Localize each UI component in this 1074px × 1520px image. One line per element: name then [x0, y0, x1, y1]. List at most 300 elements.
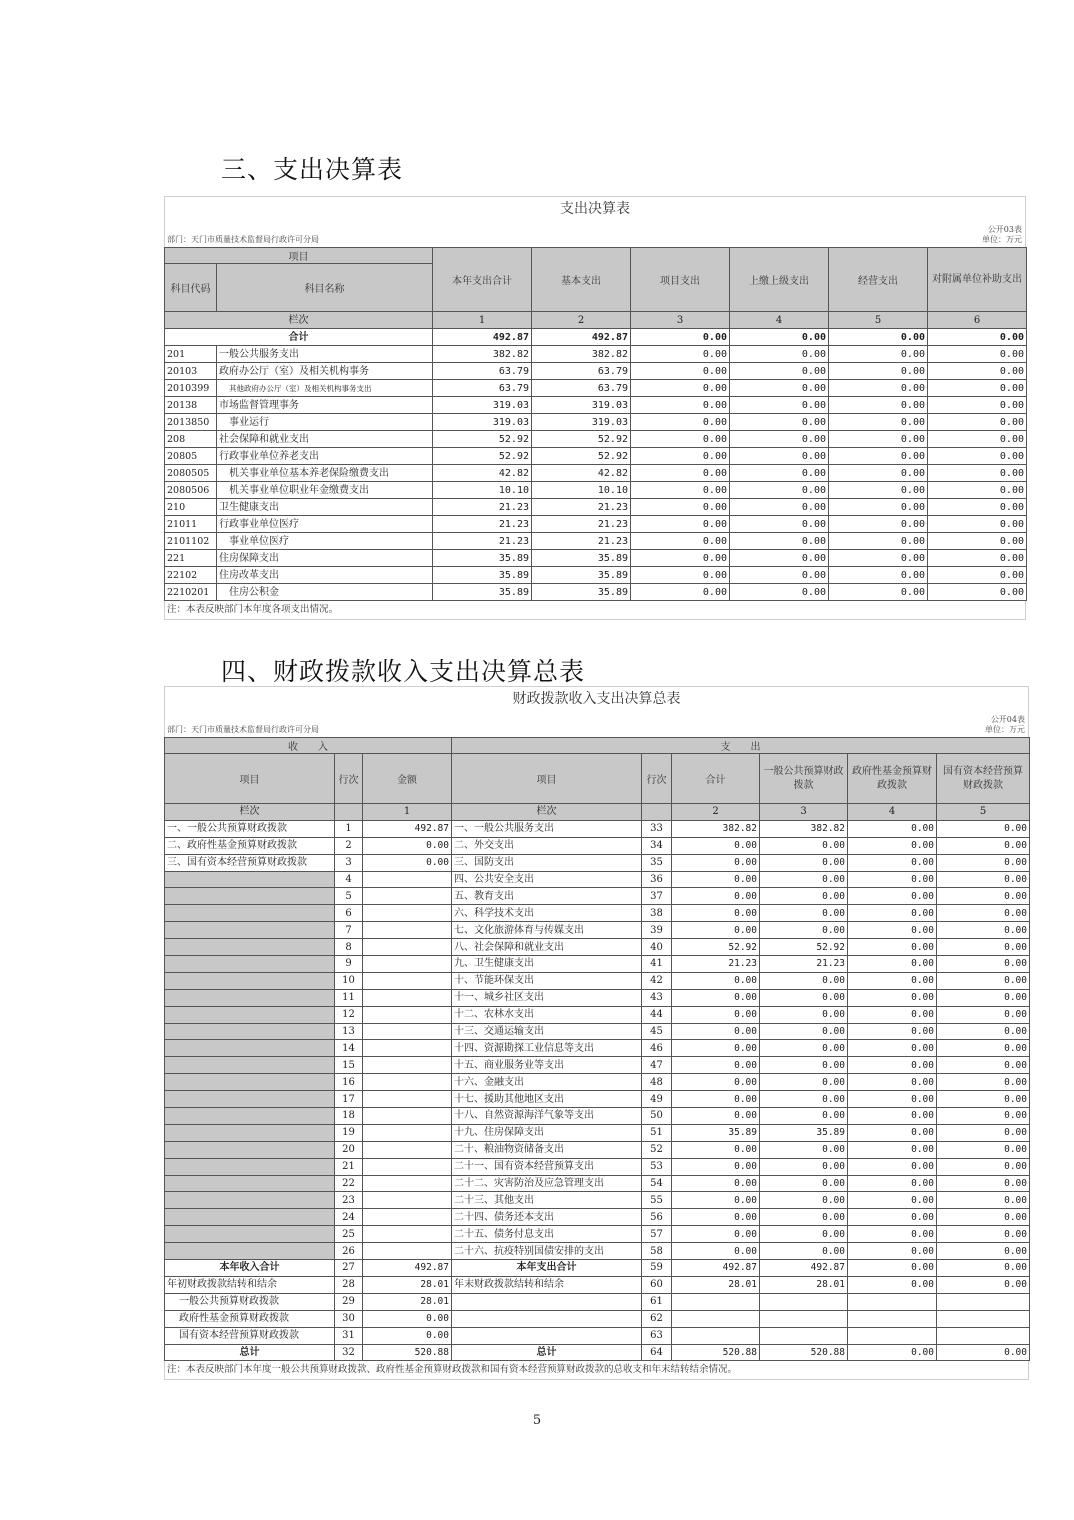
expense-row-number: 40 [642, 939, 672, 956]
value-cell: 0.00 [829, 465, 928, 482]
expense-row-number: 36 [642, 871, 672, 888]
expense-value [848, 1327, 937, 1344]
expense-item: 三、国防支出 [452, 854, 642, 871]
table-row [165, 414, 1027, 431]
income-amount [363, 1040, 452, 1057]
table-row [165, 1108, 1030, 1125]
expense-value: 0.00 [937, 888, 1030, 905]
expense-value: 0.00 [672, 922, 760, 939]
expense-value: 0.00 [760, 1006, 848, 1023]
expense-item: 十五、商业服务业等支出 [452, 1057, 642, 1074]
value-cell: 0.00 [730, 482, 829, 499]
value-cell: 21.23 [532, 499, 631, 516]
expense-item: 二十五、债务付息支出 [452, 1226, 642, 1243]
col-number: 4 [730, 312, 829, 329]
expense-item: 十四、资源勘探工业信息等支出 [452, 1040, 642, 1057]
income-item [165, 1006, 335, 1023]
income-item [165, 888, 335, 905]
subject-name: 社会保障和就业支出 [217, 431, 433, 448]
table-row [165, 567, 1027, 584]
expense-value: 52.92 [672, 939, 760, 956]
page-number: 5 [532, 1413, 542, 1428]
value-cell: 0.00 [829, 584, 928, 601]
income-amount [363, 1158, 452, 1175]
expense-row-number: 57 [642, 1226, 672, 1243]
value-cell: 35.89 [532, 567, 631, 584]
expense-value: 0.00 [848, 1108, 937, 1125]
expense-value: 0.00 [937, 1074, 1030, 1091]
expense-value: 0.00 [937, 1276, 1030, 1293]
header-col5: 经营支出 [829, 248, 928, 312]
expense-value: 0.00 [848, 1158, 937, 1175]
expense-row-number: 51 [642, 1124, 672, 1141]
header-subject-code: 科目代码 [165, 264, 217, 312]
expense-value: 0.00 [760, 837, 848, 854]
value-cell: 0.00 [631, 346, 730, 363]
expense-value [760, 1293, 848, 1310]
expense-value: 0.00 [672, 1074, 760, 1091]
table-row [165, 397, 1027, 414]
expenditure-grid [164, 247, 1027, 601]
table-row [165, 1327, 1030, 1344]
income-row-number: 28 [335, 1276, 363, 1293]
col-number: 3 [631, 312, 730, 329]
income-row-number: 16 [335, 1074, 363, 1091]
expense-item: 十二、农林水支出 [452, 1006, 642, 1023]
value-cell: 0.00 [928, 346, 1027, 363]
expense-value [672, 1293, 760, 1310]
income-row-number: 6 [335, 905, 363, 922]
expense-value [672, 1310, 760, 1327]
subject-name: 卫生健康支出 [217, 499, 433, 516]
income-amount [363, 888, 452, 905]
total-cell: 0.00 [631, 329, 730, 346]
expense-value: 0.00 [937, 956, 1030, 973]
value-cell: 0.00 [730, 431, 829, 448]
value-cell: 0.00 [730, 414, 829, 431]
table-row [165, 448, 1027, 465]
income-row-number: 23 [335, 1192, 363, 1209]
expense-value: 0.00 [848, 1023, 937, 1040]
subject-code: 20138 [165, 397, 217, 414]
income-row-number: 24 [335, 1209, 363, 1226]
income-amount: 0.00 [363, 1327, 452, 1344]
expense-value: 0.00 [937, 1023, 1030, 1040]
value-cell: 0.00 [928, 567, 1027, 584]
expense-value: 0.00 [760, 1040, 848, 1057]
value-cell: 0.00 [829, 346, 928, 363]
lanci-label: 栏次 [452, 804, 642, 821]
section-3-heading: 三、支出决算表 [221, 155, 404, 184]
value-cell: 0.00 [829, 482, 928, 499]
value-cell: 319.03 [532, 397, 631, 414]
header-row: 行次 [335, 754, 363, 804]
table-row [165, 1276, 1030, 1293]
value-cell: 0.00 [829, 363, 928, 380]
expense-value: 0.00 [848, 1243, 937, 1260]
expense-value: 0.00 [848, 820, 937, 837]
expense-value: 0.00 [937, 1243, 1030, 1260]
income-amount [363, 989, 452, 1006]
income-amount [363, 905, 452, 922]
value-cell: 21.23 [433, 533, 532, 550]
value-cell: 0.00 [730, 380, 829, 397]
subject-code: 2010399 [165, 380, 217, 397]
expense-value [937, 1310, 1030, 1327]
header-gov-fund: 政府性基金预算财政拨款 [848, 754, 937, 804]
expense-item: 六、科学技术支出 [452, 905, 642, 922]
income-item [165, 1141, 335, 1158]
value-cell: 0.00 [928, 584, 1027, 601]
lanci-row [165, 312, 1027, 329]
expense-value: 0.00 [848, 1057, 937, 1074]
income-row-number: 27 [335, 1260, 363, 1277]
income-item: 二、政府性基金预算财政拨款 [165, 837, 335, 854]
value-cell: 0.00 [730, 567, 829, 584]
table-row [165, 972, 1030, 989]
table-caption: 财政拨款收入支出决算总表 [164, 686, 1029, 711]
col-number [335, 804, 363, 821]
expense-value: 0.00 [848, 1141, 937, 1158]
expense-value: 0.00 [937, 820, 1030, 837]
value-cell: 0.00 [631, 499, 730, 516]
income-amount [363, 1243, 452, 1260]
expense-value: 0.00 [760, 1226, 848, 1243]
expense-value: 0.00 [937, 1175, 1030, 1192]
income-row-number: 8 [335, 939, 363, 956]
col-number: 2 [672, 804, 760, 821]
subject-code: 2080505 [165, 465, 217, 482]
income-row-number: 30 [335, 1310, 363, 1327]
table-row [165, 1243, 1030, 1260]
expense-row-number: 45 [642, 1023, 672, 1040]
income-row-number: 29 [335, 1293, 363, 1310]
value-cell: 319.03 [433, 414, 532, 431]
section-4-heading: 四、财政拨款收入支出决算总表 [221, 657, 586, 686]
expense-item: 十八、自然资源海洋气象等支出 [452, 1108, 642, 1125]
total-row [165, 329, 1027, 346]
income-row-number: 31 [335, 1327, 363, 1344]
expense-row-number: 59 [642, 1260, 672, 1277]
value-cell: 0.00 [730, 533, 829, 550]
value-cell: 52.92 [532, 448, 631, 465]
expense-value: 0.00 [848, 1175, 937, 1192]
value-cell: 0.00 [829, 397, 928, 414]
expense-value: 0.00 [760, 1074, 848, 1091]
income-amount [363, 1091, 452, 1108]
expense-value: 35.89 [760, 1124, 848, 1141]
value-cell: 0.00 [730, 516, 829, 533]
income-item [165, 1175, 335, 1192]
expense-value: 520.88 [760, 1344, 848, 1361]
expense-row-number: 37 [642, 888, 672, 905]
total-cell: 0.00 [928, 329, 1027, 346]
expense-row-number: 41 [642, 956, 672, 973]
fiscal-summary-grid [164, 737, 1030, 1361]
expense-value: 0.00 [672, 1006, 760, 1023]
table-code: 公开03表 [987, 225, 1022, 234]
table-note: 注：本表反映部门本年度一般公共预算财政拨款、政府性基金预算财政拨款和国有资本经营预算财政拨款的总收支和年末结转结余情况。 [164, 1361, 1029, 1380]
lanci-row [165, 804, 1030, 821]
expense-item: 年末财政拨款结转和结余 [452, 1276, 642, 1293]
value-cell: 35.89 [532, 550, 631, 567]
value-cell: 21.23 [433, 499, 532, 516]
expense-item: 二十六、抗疫特别国债安排的支出 [452, 1243, 642, 1260]
expense-value: 0.00 [937, 871, 1030, 888]
table-row [165, 1209, 1030, 1226]
expense-value: 0.00 [672, 1209, 760, 1226]
subject-name: 住房公积金 [217, 584, 433, 601]
expense-value: 0.00 [848, 1209, 937, 1226]
value-cell: 0.00 [730, 346, 829, 363]
income-row-number: 11 [335, 989, 363, 1006]
expense-item: 十九、住房保障支出 [452, 1124, 642, 1141]
expense-item: 十三、交通运输支出 [452, 1023, 642, 1040]
subject-code: 2101102 [165, 533, 217, 550]
subject-name: 一般公共服务支出 [217, 346, 433, 363]
income-item: 三、国有资本经营预算财政拨款 [165, 854, 335, 871]
subject-name: 住房保障支出 [217, 550, 433, 567]
value-cell: 0.00 [829, 567, 928, 584]
expense-item: 四、公共安全支出 [452, 871, 642, 888]
value-cell: 21.23 [532, 516, 631, 533]
total-cell: 0.00 [730, 329, 829, 346]
value-cell: 0.00 [928, 482, 1027, 499]
expense-value: 0.00 [848, 1276, 937, 1293]
expense-item: 八、社会保障和就业支出 [452, 939, 642, 956]
income-item: 年初财政拨款结转和结余 [165, 1276, 335, 1293]
expense-value: 0.00 [937, 1260, 1030, 1277]
income-item [165, 989, 335, 1006]
expense-value: 52.92 [760, 939, 848, 956]
income-row-number: 10 [335, 972, 363, 989]
income-item [165, 972, 335, 989]
expense-value: 0.00 [937, 1124, 1030, 1141]
value-cell: 0.00 [829, 448, 928, 465]
table-row [165, 516, 1027, 533]
subject-code: 22102 [165, 567, 217, 584]
income-amount [363, 1209, 452, 1226]
value-cell: 0.00 [730, 465, 829, 482]
table-row [165, 482, 1027, 499]
income-row-number: 7 [335, 922, 363, 939]
expense-value: 0.00 [672, 989, 760, 1006]
header-expense: 支 出 [452, 738, 1030, 754]
expense-row-number: 35 [642, 854, 672, 871]
expense-item: 总计 [452, 1344, 642, 1361]
value-cell: 63.79 [532, 363, 631, 380]
expense-value [937, 1293, 1030, 1310]
expense-row-number: 38 [642, 905, 672, 922]
value-cell: 10.10 [433, 482, 532, 499]
expense-value: 28.01 [672, 1276, 760, 1293]
expense-value: 0.00 [848, 1074, 937, 1091]
subject-code: 210 [165, 499, 217, 516]
table-meta [164, 221, 1026, 247]
value-cell: 63.79 [433, 380, 532, 397]
expense-value: 0.00 [672, 1023, 760, 1040]
income-row-number: 32 [335, 1344, 363, 1361]
value-cell: 0.00 [928, 550, 1027, 567]
income-amount [363, 1226, 452, 1243]
income-item [165, 922, 335, 939]
table-row [165, 989, 1030, 1006]
income-row-number: 19 [335, 1124, 363, 1141]
value-cell: 0.00 [631, 380, 730, 397]
value-cell: 0.00 [730, 448, 829, 465]
expense-value: 382.82 [760, 820, 848, 837]
total-cell: 492.87 [532, 329, 631, 346]
expense-value: 0.00 [672, 1226, 760, 1243]
subject-name: 行政事业单位养老支出 [217, 448, 433, 465]
income-row-number: 15 [335, 1057, 363, 1074]
table-row [165, 550, 1027, 567]
income-item [165, 1108, 335, 1125]
table-row [165, 431, 1027, 448]
col-number: 2 [532, 312, 631, 329]
table-row [165, 533, 1027, 550]
header-row2: 行次 [642, 754, 672, 804]
header-total: 合计 [672, 754, 760, 804]
expense-value: 0.00 [937, 922, 1030, 939]
subject-code: 2210201 [165, 584, 217, 601]
income-item [165, 1074, 335, 1091]
expense-value: 0.00 [937, 939, 1030, 956]
value-cell: 0.00 [631, 363, 730, 380]
expense-row-number: 60 [642, 1276, 672, 1293]
expense-value: 0.00 [848, 905, 937, 922]
value-cell: 0.00 [928, 363, 1027, 380]
table-row [165, 1158, 1030, 1175]
expense-row-number: 62 [642, 1310, 672, 1327]
expense-row-number: 43 [642, 989, 672, 1006]
income-amount [363, 972, 452, 989]
value-cell: 42.82 [532, 465, 631, 482]
subject-name: 行政事业单位医疗 [217, 516, 433, 533]
income-amount [363, 1023, 452, 1040]
expense-value: 0.00 [760, 1057, 848, 1074]
expense-value: 0.00 [760, 972, 848, 989]
value-cell: 0.00 [631, 550, 730, 567]
lanci-label: 栏次 [165, 312, 433, 329]
expense-item: 本年支出合计 [452, 1260, 642, 1277]
table-row [165, 1260, 1030, 1277]
expense-value: 0.00 [937, 854, 1030, 871]
table-row [165, 1091, 1030, 1108]
expense-value: 0.00 [672, 854, 760, 871]
expense-item: 十六、金融支出 [452, 1074, 642, 1091]
table-row [165, 888, 1030, 905]
expense-item: 二十四、债务还本支出 [452, 1209, 642, 1226]
income-item [165, 1209, 335, 1226]
expense-value: 492.87 [760, 1260, 848, 1277]
expense-value: 0.00 [937, 1006, 1030, 1023]
value-cell: 0.00 [631, 397, 730, 414]
table-row [165, 1310, 1030, 1327]
header-col3: 项目支出 [631, 248, 730, 312]
expense-value: 0.00 [672, 1108, 760, 1125]
expense-value: 0.00 [672, 1243, 760, 1260]
lanci-label: 栏次 [165, 804, 335, 821]
value-cell: 0.00 [631, 516, 730, 533]
expense-value: 0.00 [937, 1057, 1030, 1074]
expense-item: 二、外交支出 [452, 837, 642, 854]
income-item [165, 871, 335, 888]
expense-value: 0.00 [937, 1158, 1030, 1175]
income-item: 总计 [165, 1344, 335, 1361]
income-amount: 0.00 [363, 854, 452, 871]
expense-value [760, 1310, 848, 1327]
value-cell: 382.82 [532, 346, 631, 363]
expense-item: 十一、城乡社区支出 [452, 989, 642, 1006]
income-amount: 0.00 [363, 837, 452, 854]
expense-row-number: 39 [642, 922, 672, 939]
income-item: 本年收入合计 [165, 1260, 335, 1277]
header-income: 收 入 [165, 738, 452, 754]
income-row-number: 26 [335, 1243, 363, 1260]
header-state-capital: 国有资本经营预算财政拨款 [937, 754, 1030, 804]
value-cell: 0.00 [829, 516, 928, 533]
subject-name: 事业单位医疗 [217, 533, 433, 550]
value-cell: 0.00 [631, 482, 730, 499]
value-cell: 0.00 [631, 584, 730, 601]
col-number: 6 [928, 312, 1027, 329]
expense-item: 十七、援助其他地区支出 [452, 1091, 642, 1108]
table-row [165, 1023, 1030, 1040]
expense-value: 0.00 [848, 989, 937, 1006]
expense-value: 0.00 [760, 989, 848, 1006]
expense-value: 0.00 [760, 922, 848, 939]
income-amount [363, 1074, 452, 1091]
income-row-number: 4 [335, 871, 363, 888]
income-item [165, 1057, 335, 1074]
expense-row-number: 46 [642, 1040, 672, 1057]
expense-item: 二十一、国有资本经营预算支出 [452, 1158, 642, 1175]
income-item [165, 1040, 335, 1057]
income-amount [363, 939, 452, 956]
expenditure-table [164, 196, 1026, 620]
value-cell: 0.00 [631, 431, 730, 448]
expense-item [452, 1310, 642, 1327]
income-amount [363, 1141, 452, 1158]
expense-item [452, 1327, 642, 1344]
unit-label: 单位：万元 [982, 235, 1022, 244]
value-cell: 0.00 [928, 380, 1027, 397]
col-number: 1 [433, 312, 532, 329]
value-cell: 35.89 [532, 584, 631, 601]
table-caption: 支出决算表 [164, 196, 1026, 221]
table-row [165, 1175, 1030, 1192]
table-note: 注：本表反映部门本年度各项支出情况。 [164, 601, 1026, 620]
expense-value: 0.00 [672, 888, 760, 905]
table-row [165, 1040, 1030, 1057]
income-item [165, 1158, 335, 1175]
table-row [165, 837, 1030, 854]
table-row [165, 465, 1027, 482]
income-item: 国有资本经营预算财政拨款 [165, 1327, 335, 1344]
header-item: 项目 [165, 248, 433, 264]
expense-item: 五、教育支出 [452, 888, 642, 905]
expense-value: 0.00 [848, 1260, 937, 1277]
expense-row-number: 47 [642, 1057, 672, 1074]
expense-value: 492.87 [672, 1260, 760, 1277]
expense-item: 十、节能环保支出 [452, 972, 642, 989]
col-number: 5 [937, 804, 1030, 821]
subject-name: 事业运行 [217, 414, 433, 431]
expense-value: 0.00 [760, 1091, 848, 1108]
income-row-number: 13 [335, 1023, 363, 1040]
value-cell: 0.00 [631, 448, 730, 465]
